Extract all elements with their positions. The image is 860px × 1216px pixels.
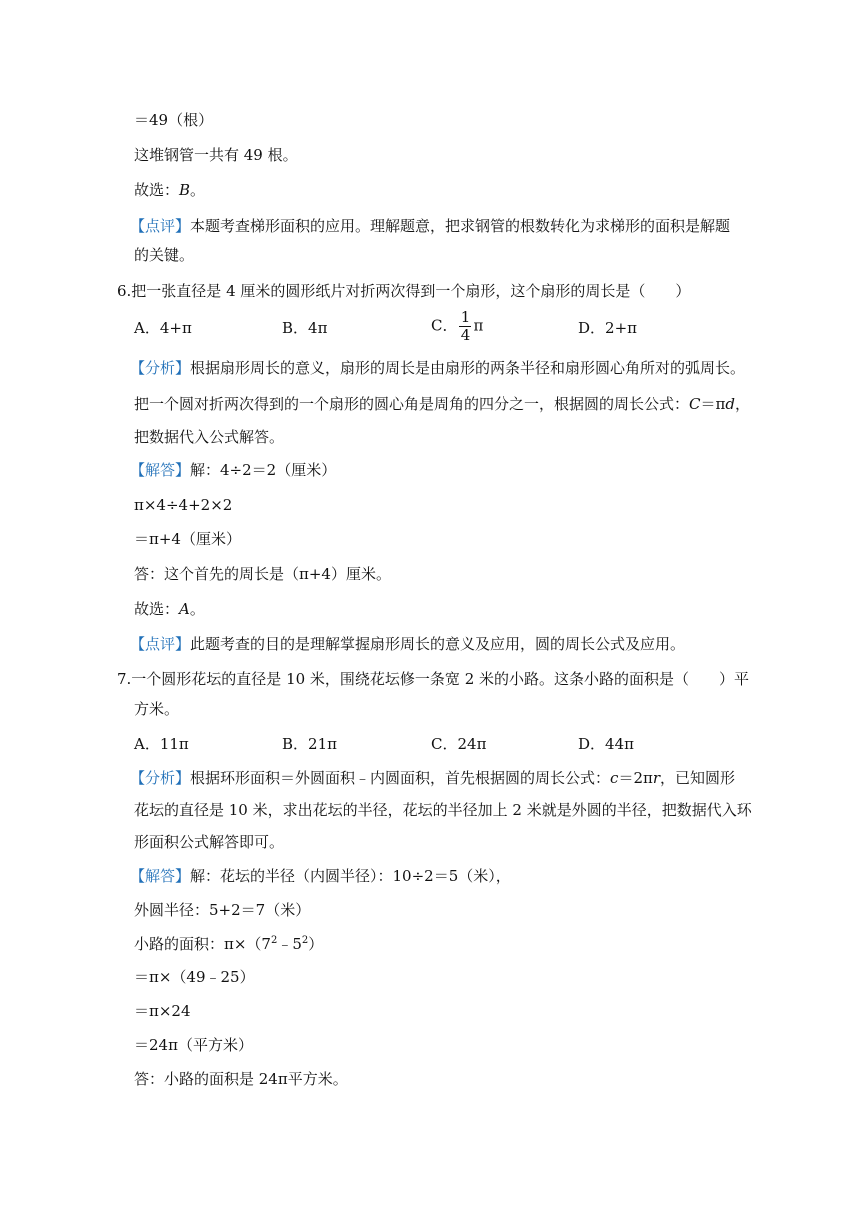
comment-line: 【点评】本题考查梯形面积的应用。理解题意，把求钢管的根数转化为求梯形的面积是解题 [130, 217, 731, 235]
q6-comment-line: 【点评】此题考查的目的是理解掌握扇形周长的意义及应用，圆的周长公式及应用。 [130, 635, 686, 653]
comment-tag: 【点评】 [130, 635, 191, 653]
question-7-line-2: 方米。 [134, 700, 180, 718]
q7-solution-line-3: 小路的面积：$\pi\times(7^2﹣5^2)$ [134, 935, 324, 953]
q7-solution-line-5: ＝π×24 [134, 1002, 191, 1020]
q7-option-b: B．21π [282, 735, 337, 753]
q6-option-a: A．4+π [134, 319, 192, 337]
q6-analysis-line-3: 把数据代入公式解答。 [134, 428, 285, 446]
q6-choice-line: 故选：A。 [134, 600, 205, 618]
q7-analysis-line-3: 形面积公式解答即可。 [134, 833, 285, 851]
q7-answer-line: 答：小路的面积是 24π平方米。 [134, 1070, 348, 1088]
choice-line: 故选：B。 [134, 181, 206, 199]
choice-letter: B [179, 181, 191, 199]
q7-solution-line-2: 外圆半径：5+2＝7（米） [134, 901, 311, 919]
question-6: 6.把一张直径是 4 厘米的圆形纸片对折两次得到一个扇形，这个扇形的周长是（ ） [117, 282, 691, 300]
fraction: $\frac{1}{4}$ [460, 308, 471, 344]
q7-solution-line-4: ＝π×（49﹣25） [134, 968, 255, 986]
q6-analysis-line-1: 【分析】根据扇形周长的意义，扇形的周长是由扇形的两条半径和扇形圆心角所对的弧周长。 [130, 359, 746, 377]
comment-tag: 【点评】 [130, 217, 191, 235]
calc-result-line: ＝49（根） [134, 111, 214, 129]
analysis-tag: 【分析】 [130, 359, 191, 377]
q6-solution-line-3: ＝π+4（厘米） [134, 530, 241, 548]
q7-analysis-line-2: 花坛的直径是 10 米，求出花坛的半径，花坛的半径加上 2 米就是外圆的半径，把数据代入环 [134, 801, 752, 819]
q6-option-b: B．4π [282, 319, 328, 337]
q7-solution-line-1: 【解答】解：花坛的半径（内圆半径）：10÷2＝5（米）， [130, 867, 511, 885]
q7-analysis-line-1: 【分析】根据环形面积＝外圆面积﹣内圆面积，首先根据圆的周长公式：c＝2πr，已知圆形 [130, 769, 736, 787]
q6-solution-line-4: 答：这个首先的周长是（π+4）厘米。 [134, 565, 391, 583]
answer-sentence: 这堆钢管一共有 49 根。 [134, 146, 298, 164]
q6-analysis-line-2: 把一个圆对折两次得到的一个扇形的圆心角是周角的四分之一，根据圆的周长公式：C＝πd， [134, 395, 750, 413]
analysis-tag: 【分析】 [130, 769, 191, 787]
q6-option-c: C． $\frac{1}{4}$ π [431, 308, 484, 344]
q6-solution-line-1: 【解答】解：4÷2＝2（厘米） [130, 461, 337, 479]
q7-option-c: C．24π [431, 735, 487, 753]
q7-solution-line-6: ＝24π（平方米） [134, 1036, 253, 1054]
comment-continuation: 的关键。 [134, 246, 195, 264]
q7-option-a: A．11π [134, 735, 189, 753]
solution-tag: 【解答】 [130, 461, 191, 479]
q6-solution-line-2: π×4÷4+2×2 [134, 496, 233, 514]
solution-tag: 【解答】 [130, 867, 191, 885]
q7-option-d: D．44π [578, 735, 634, 753]
q6-option-d: D．2+π [578, 319, 637, 337]
question-7-line-1: 7.一个圆形花坛的直径是 10 米，围绕花坛修一条宽 2 米的小路。这条小路的面积是（ ）平 [117, 670, 750, 688]
